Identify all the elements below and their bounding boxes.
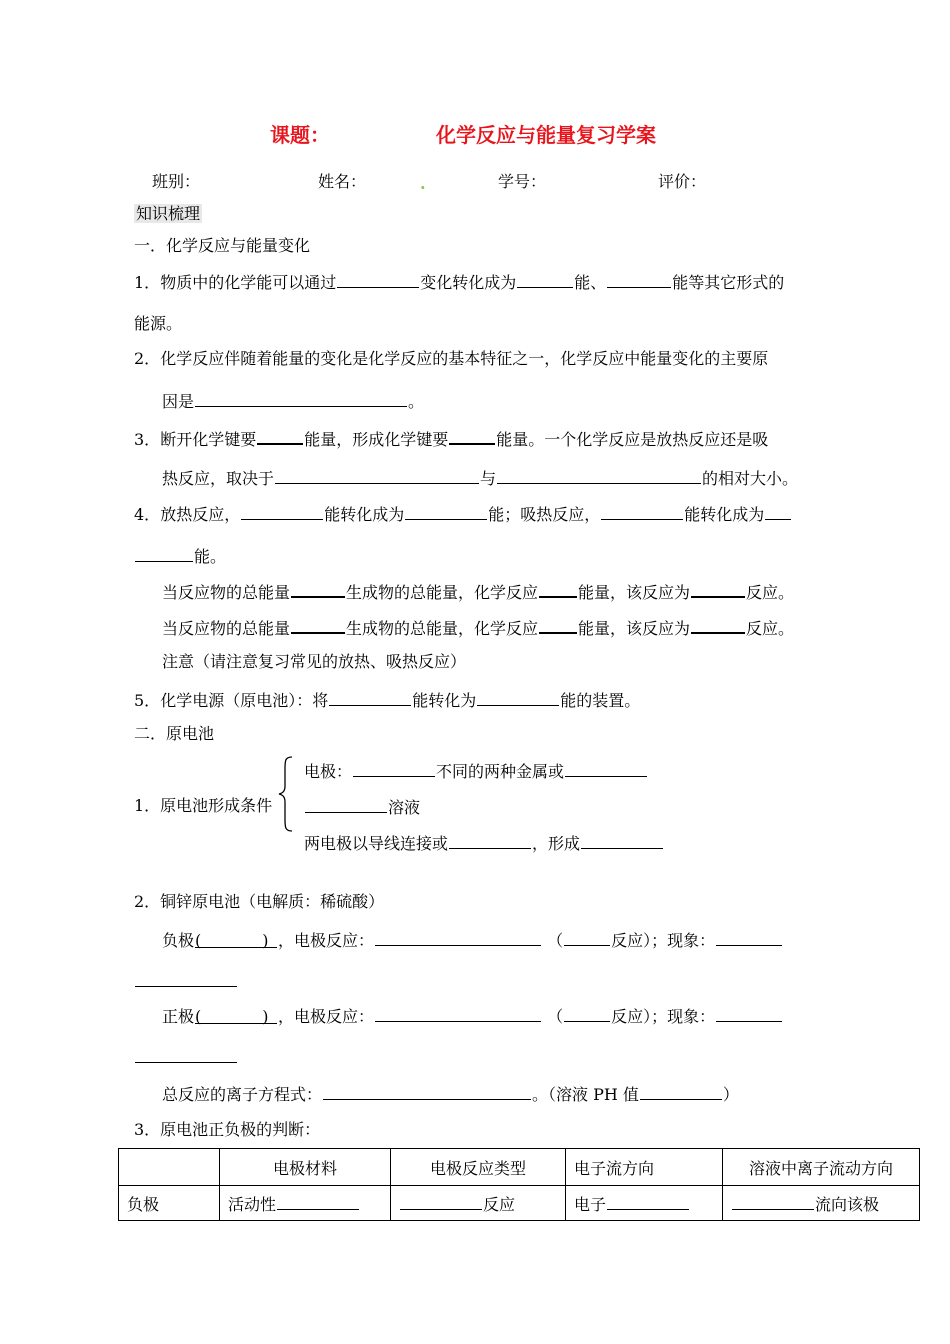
blank[interactable] bbox=[195, 390, 407, 407]
blank[interactable]: ( ) bbox=[195, 931, 277, 948]
knowledge-heading: 知识梳理 bbox=[136, 204, 201, 223]
blank[interactable] bbox=[257, 427, 303, 445]
table-cell: 电子 bbox=[566, 1186, 723, 1221]
blank[interactable] bbox=[449, 832, 531, 849]
condition-1-line-2: 溶液 bbox=[304, 796, 420, 818]
blank[interactable] bbox=[716, 1005, 782, 1022]
blank[interactable] bbox=[135, 970, 237, 987]
blank[interactable] bbox=[691, 616, 745, 634]
condition-line-1: 当反应物的总能量 生成物的总能量，化学反应 能量，该反应为 反应。 bbox=[162, 580, 794, 603]
blank[interactable]: ( ) bbox=[195, 1007, 277, 1024]
blank[interactable] bbox=[135, 1046, 237, 1063]
name-mark: . bbox=[420, 174, 426, 193]
question-3-cont: 热反应，取决于 与 的相对大小。 bbox=[162, 469, 799, 488]
blank[interactable] bbox=[305, 796, 387, 813]
section1-heading: 一．化学反应与能量变化 bbox=[134, 236, 311, 255]
name-label: 姓名： bbox=[318, 172, 367, 191]
blank[interactable] bbox=[640, 1083, 722, 1100]
condition-1-label: 1．原电池形成条件 bbox=[134, 796, 273, 815]
blank[interactable] bbox=[241, 503, 323, 520]
blank[interactable] bbox=[375, 929, 541, 946]
blank[interactable] bbox=[539, 616, 577, 634]
blank[interactable] bbox=[375, 1005, 541, 1022]
question-5: 5．化学电源（原电池）：将 能转化为 能的装置。 bbox=[134, 691, 641, 710]
blank[interactable] bbox=[517, 271, 573, 288]
condition-1-line-1: 电极： 不同的两种金属或 bbox=[304, 760, 648, 782]
total-reaction-line: 总反应的离子方程式： 。（溶液 PH 值 ） bbox=[162, 1085, 739, 1104]
blank[interactable] bbox=[277, 1193, 359, 1210]
table-header-cell: 电极反应类型 bbox=[391, 1149, 566, 1186]
blank[interactable] bbox=[291, 616, 345, 634]
section2-heading: 二．原电池 bbox=[134, 724, 215, 743]
condition-2-heading: 2．铜锌原电池（电解质：稀硫酸） bbox=[134, 892, 385, 911]
blank[interactable] bbox=[564, 1005, 610, 1022]
blank[interactable] bbox=[607, 271, 671, 288]
electrode-table bbox=[118, 1148, 920, 1221]
blank[interactable] bbox=[323, 1083, 531, 1100]
note: 注意（请注意复习常见的放热、吸热反应） bbox=[162, 652, 467, 671]
negative-electrode-line: 负极( ) ，电极反应： （ 反应）；现象： bbox=[162, 929, 783, 951]
question-4: 4．放热反应， 能转化成为 能；吸热反应， 能转化成为 bbox=[134, 503, 792, 525]
question-2: 2．化学反应伴随着能量的变化是化学反应的基本特征之一，化学反应中能量变化的主要原 bbox=[134, 349, 769, 368]
blank[interactable] bbox=[477, 689, 559, 706]
table-header-row bbox=[119, 1149, 920, 1186]
blank[interactable] bbox=[337, 271, 419, 288]
blank[interactable] bbox=[291, 580, 345, 598]
rating-label: 评价： bbox=[658, 172, 707, 191]
table-header-cell: 电极材料 bbox=[220, 1149, 391, 1186]
blank[interactable] bbox=[765, 503, 791, 520]
number-label: 学号： bbox=[498, 172, 547, 191]
blank[interactable] bbox=[564, 929, 610, 946]
blank[interactable] bbox=[732, 1193, 814, 1210]
question-1: 1．物质中的化学能可以通过 变化转化成为 能、 能等其它形式的 bbox=[134, 273, 785, 292]
blank[interactable] bbox=[539, 580, 577, 598]
table-cell: 流向该极 bbox=[723, 1186, 920, 1221]
blank[interactable] bbox=[497, 467, 701, 484]
blank[interactable] bbox=[716, 929, 782, 946]
question-3: 3．断开化学键要 能量，形成化学键要 能量。一个化学反应是放热反应还是吸 bbox=[134, 427, 768, 450]
blank[interactable] bbox=[353, 760, 435, 777]
table-header-cell: 溶液中离子流动方向 bbox=[723, 1149, 920, 1186]
blank[interactable] bbox=[400, 1193, 482, 1210]
blank[interactable] bbox=[275, 467, 479, 484]
title-prefix: 课题： bbox=[270, 123, 330, 147]
blank[interactable] bbox=[449, 427, 495, 445]
table-header-cell bbox=[119, 1149, 220, 1186]
blank[interactable] bbox=[405, 503, 487, 520]
blank[interactable] bbox=[607, 1193, 689, 1210]
question-1-cont: 能源。 bbox=[134, 314, 183, 333]
blank[interactable] bbox=[581, 832, 663, 849]
table-row bbox=[119, 1186, 920, 1221]
condition-1-line-3: 两电极以导线连接或 ，形成 bbox=[304, 832, 664, 854]
blank[interactable] bbox=[691, 580, 745, 598]
question-4-cont: 能。 bbox=[134, 545, 226, 567]
question-2-cont: 因是 。 bbox=[162, 392, 425, 411]
page-title: 化学反应与能量复习学案 bbox=[436, 123, 656, 147]
positive-electrode-line: 正极( ) ，电极反应： （ 反应）；现象： bbox=[162, 1005, 783, 1027]
table-header-cell: 电子流方向 bbox=[566, 1149, 723, 1186]
table-cell: 反应 bbox=[391, 1186, 566, 1221]
table-cell: 活动性 bbox=[220, 1186, 391, 1221]
blank[interactable] bbox=[601, 503, 683, 520]
blank[interactable] bbox=[135, 545, 193, 562]
condition-line-2: 当反应物的总能量 生成物的总能量，化学反应 能量，该反应为 反应。 bbox=[162, 616, 794, 639]
condition-3-heading: 3．原电池正负极的判断： bbox=[134, 1120, 321, 1139]
table-cell: 负极 bbox=[119, 1186, 220, 1221]
class-label: 班别： bbox=[152, 172, 201, 191]
blank[interactable] bbox=[329, 689, 411, 706]
blank[interactable] bbox=[565, 760, 647, 777]
brace-icon bbox=[276, 755, 296, 833]
